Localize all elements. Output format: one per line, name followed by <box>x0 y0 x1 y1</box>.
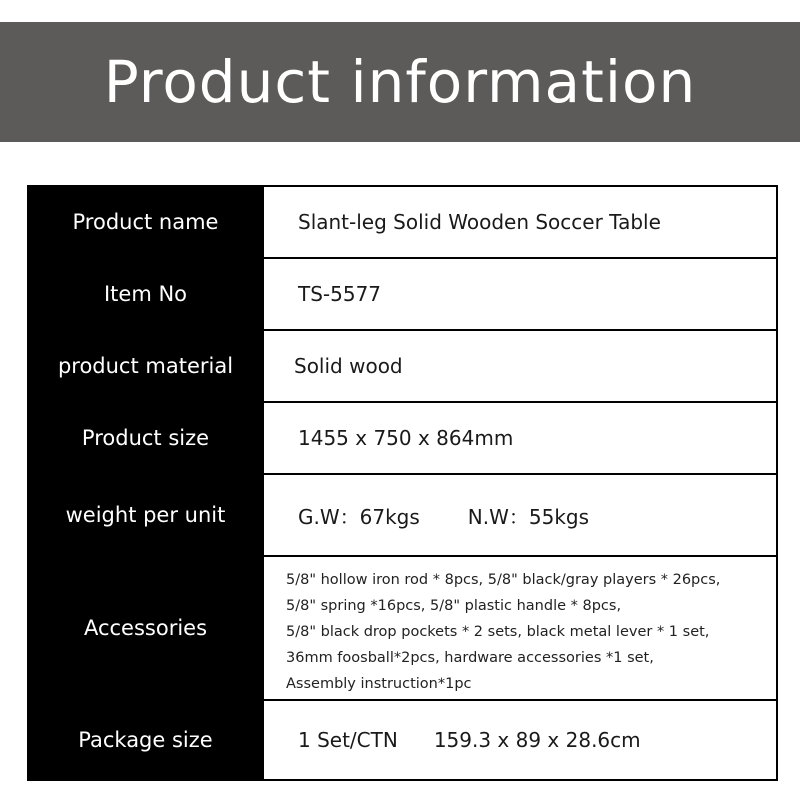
accessories-value <box>264 557 776 699</box>
row-product-name <box>29 187 776 259</box>
row-item-no <box>29 259 776 331</box>
accessories-line: Assembly instruction*1pc <box>286 676 472 692</box>
accessories-label: Accessories <box>29 557 262 699</box>
accessories-line: 36mm foosball*2pcs, hardware accessories *1 set, <box>286 650 654 666</box>
net-weight: N.W：55kgs <box>467 504 590 529</box>
page-title: Product information <box>103 48 697 116</box>
row-package <box>29 701 776 779</box>
item-no-value: TS-5577 <box>264 259 776 329</box>
weight-label: weight per unit <box>29 475 262 555</box>
row-size <box>29 403 776 475</box>
row-material <box>29 331 776 403</box>
accessories-line: 5/8" black drop pockets * 2 sets, black metal lever * 1 set, <box>286 624 710 640</box>
accessories-line: 5/8" spring *16pcs, 5/8" plastic handle * 8pcs, <box>286 598 622 614</box>
accessories-line: 5/8" hollow iron rod * 8pcs, 5/8" black/gray players * 26pcs, <box>286 572 721 588</box>
size-label: Product size <box>29 403 262 473</box>
package-value <box>264 701 776 779</box>
size-value: 1455 x 750 x 864mm <box>264 403 776 473</box>
weight-value <box>264 475 776 555</box>
product-name-value: Slant-leg Solid Wooden Soccer Table <box>264 187 776 257</box>
row-accessories <box>29 557 776 701</box>
package-quantity: 1 Set/CTN <box>298 728 398 752</box>
title-banner <box>0 22 800 142</box>
gross-weight: G.W：67kgs <box>298 504 420 529</box>
material-label: product material <box>29 331 262 401</box>
package-dimensions: 159.3 x 89 x 28.6cm <box>433 728 641 752</box>
item-no-label: Item No <box>29 259 262 329</box>
product-name-label: Product name <box>29 187 262 257</box>
spec-table <box>27 185 778 781</box>
package-label: Package size <box>29 701 262 779</box>
material-value: Solid wood <box>264 331 776 401</box>
row-weight <box>29 475 776 557</box>
